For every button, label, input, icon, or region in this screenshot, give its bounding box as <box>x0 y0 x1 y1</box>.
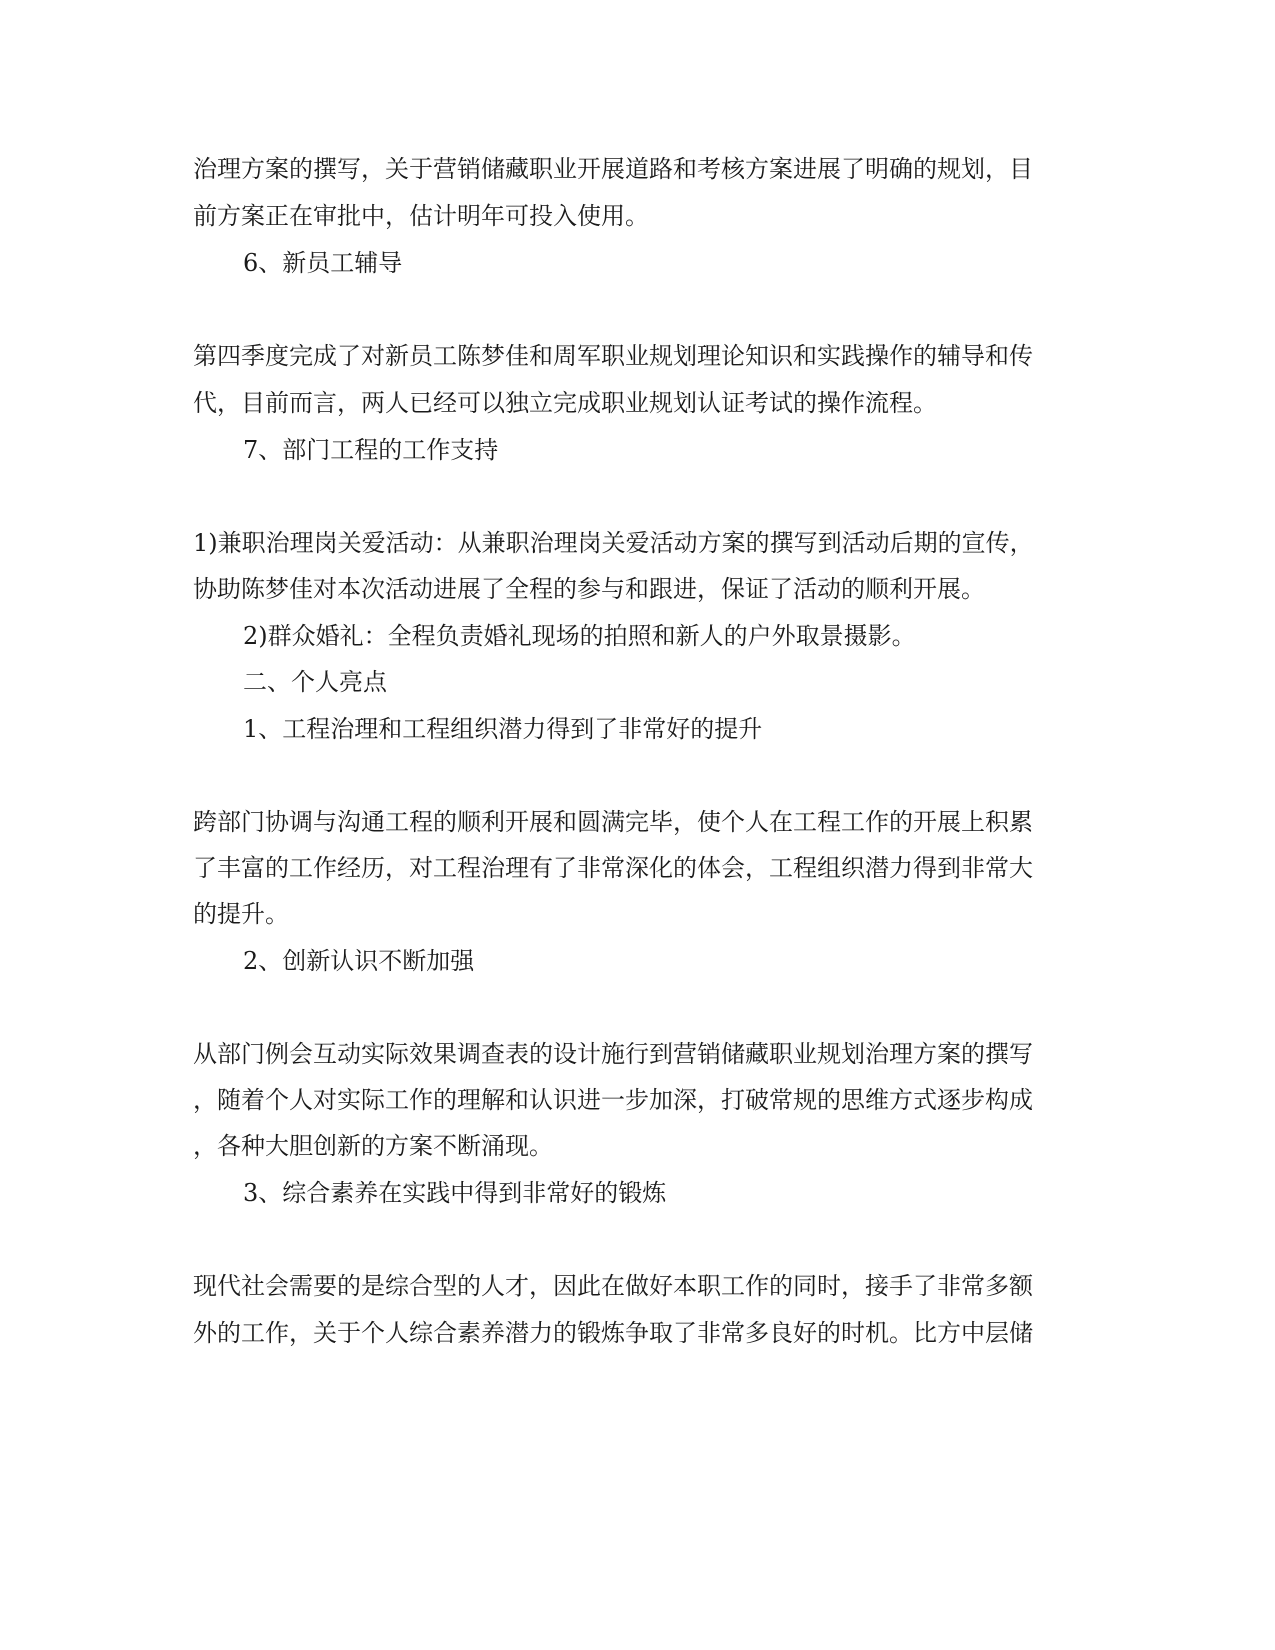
paragraph-line: 从部门例会互动实际效果调查表的设计施行到营销储藏职业规划治理方案的撰写 <box>193 1040 1033 1068</box>
section-heading: 7、部门工程的工作支持 <box>243 436 499 464</box>
section-heading: 1、工程治理和工程组织潜力得到了非常好的提升 <box>243 715 763 743</box>
paragraph-line: 2)群众婚礼：全程负责婚礼现场的拍照和新人的户外取景摄影。 <box>243 622 916 650</box>
paragraph-line: 治理方案的撰写，关于营销储藏职业开展道路和考核方案进展了明确的规划，目 <box>193 155 1033 183</box>
paragraph-line: 第四季度完成了对新员工陈梦佳和周军职业规划理论知识和实践操作的辅导和传 <box>193 342 1033 370</box>
section-heading: 6、新员工辅导 <box>243 249 403 277</box>
paragraph-line: 现代社会需要的是综合型的人才，因此在做好本职工作的同时，接手了非常多额 <box>193 1272 1033 1300</box>
paragraph-line: ，各种大胆创新的方案不断涌现。 <box>193 1132 553 1160</box>
paragraph-line: 前方案正在审批中，估计明年可投入使用。 <box>193 202 649 230</box>
paragraph-line: 跨部门协调与沟通工程的顺利开展和圆满完毕，使个人在工程工作的开展上积累 <box>193 808 1033 836</box>
paragraph-line: 外的工作，关于个人综合素养潜力的锻炼争取了非常多良好的时机。比方中层储 <box>193 1319 1033 1347</box>
paragraph-line: 协助陈梦佳对本次活动进展了全程的参与和跟进，保证了活动的顺利开展。 <box>193 575 985 603</box>
section-heading: 2、创新认识不断加强 <box>243 947 475 975</box>
paragraph-line: 代，目前而言，两人已经可以独立完成职业规划认证考试的操作流程。 <box>193 389 937 417</box>
paragraph-line: 1)兼职治理岗关爱活动：从兼职治理岗关爱活动方案的撰写到活动后期的宣传， <box>193 529 1034 557</box>
paragraph-line: 了丰富的工作经历，对工程治理有了非常深化的体会，工程组织潜力得到非常大 <box>193 854 1033 882</box>
paragraph-line: ，随着个人对实际工作的理解和认识进一步加深，打破常规的思维方式逐步构成 <box>193 1086 1033 1114</box>
section-heading: 3、综合素养在实践中得到非常好的锻炼 <box>243 1179 667 1207</box>
section-heading: 二、个人亮点 <box>243 668 387 696</box>
paragraph-line: 的提升。 <box>193 900 289 928</box>
